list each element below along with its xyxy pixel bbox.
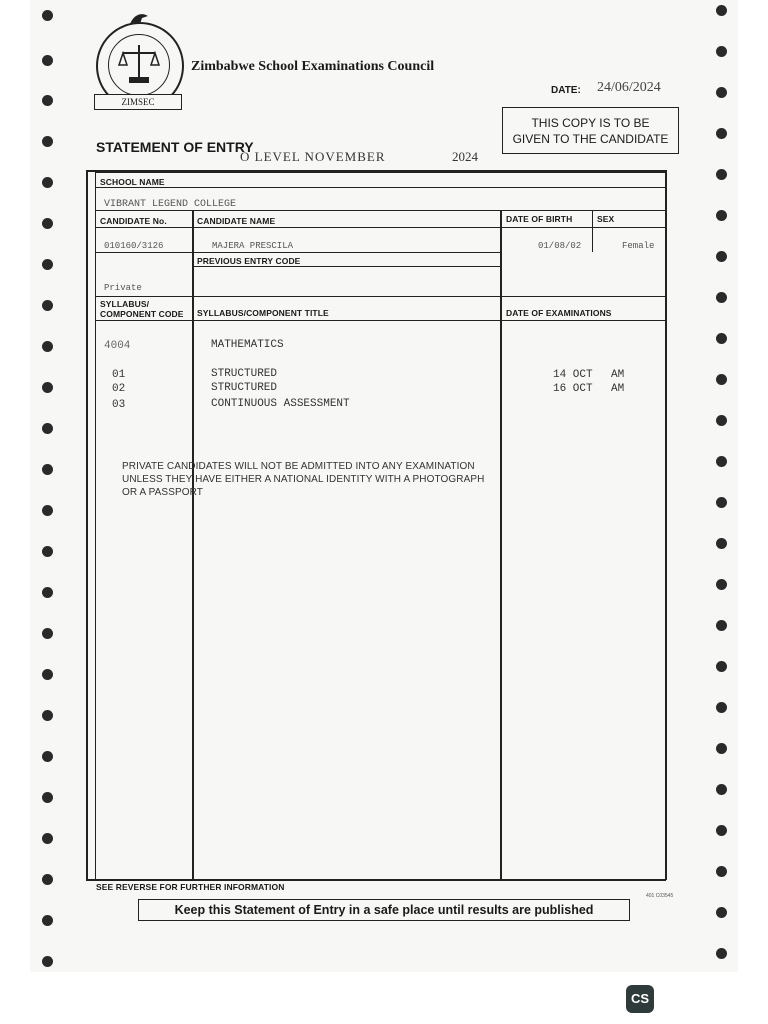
candidate-name-value: MAJERA PRESCILA (212, 241, 294, 251)
binder-hole-icon (716, 620, 727, 631)
row-divider (95, 187, 665, 188)
binder-hole-icon (716, 128, 727, 139)
binder-hole-icon (716, 579, 727, 590)
copy-notice-line: THIS COPY IS TO BE (531, 115, 650, 130)
row-divider (192, 266, 500, 267)
form-border (665, 170, 667, 880)
private-candidate-notice (122, 460, 484, 499)
binder-hole-icon (716, 169, 727, 180)
binder-hole-icon (42, 587, 53, 598)
binder-hole-icon (42, 177, 53, 188)
binder-hole-icon (42, 95, 53, 106)
exam-year: 2024 (452, 149, 478, 164)
binder-hole-icon (716, 948, 727, 959)
date-label: DATE: (551, 85, 581, 96)
row-divider (95, 227, 665, 228)
candidate-name-label: CANDIDATE NAME (197, 216, 276, 226)
previous-entry-label: PREVIOUS ENTRY CODE (197, 256, 301, 266)
binder-hole-icon (716, 538, 727, 549)
binder-hole-icon (42, 915, 53, 926)
binder-hole-icon (716, 415, 727, 426)
binder-hole-icon (716, 333, 727, 344)
binder-hole-icon (716, 210, 727, 221)
camscanner-badge-icon: CS (626, 985, 654, 1013)
binder-hole-icon (42, 55, 53, 66)
candidate-no-value: 010160/3126 (104, 241, 164, 251)
binder-hole-icon (42, 833, 53, 844)
binder-hole-icon (42, 423, 53, 434)
council-name: Zimbabwe School Examinations Council (191, 59, 435, 74)
column-divider (500, 210, 502, 879)
row-divider (95, 252, 500, 253)
school-name-value: VIBRANT LEGEND COLLEGE (104, 199, 237, 210)
candidate-copy-notice (502, 107, 679, 154)
binder-hole-icon (716, 825, 727, 836)
binder-hole-icon (42, 874, 53, 885)
binder-hole-icon (42, 10, 53, 21)
copy-notice-line: GIVEN TO THE CANDIDATE (512, 131, 669, 146)
form-number: 401 C03545 (646, 893, 674, 899)
column-divider (592, 210, 593, 252)
entry-code: 03 (112, 399, 126, 411)
binder-hole-icon (716, 456, 727, 467)
entry-title: STRUCTURED (211, 368, 278, 380)
sex-value: Female (622, 241, 655, 251)
seal-inner-ring (108, 34, 170, 96)
binder-hole-icon (42, 956, 53, 967)
sex-label: SEX (597, 214, 615, 224)
candidate-type-value: Private (104, 283, 142, 293)
binder-hole-icon (42, 300, 53, 311)
row-divider (95, 320, 665, 321)
binder-hole-icon (42, 505, 53, 516)
binder-hole-icon (42, 341, 53, 352)
entry-time: AM (611, 369, 625, 381)
keep-safe-notice: Keep this Statement of Entry in a safe place until results are published (138, 899, 630, 921)
binder-hole-icon (716, 87, 727, 98)
binder-hole-icon (716, 866, 727, 877)
binder-hole-icon (42, 628, 53, 639)
row-divider (95, 172, 665, 173)
bird-emblem-icon (128, 10, 150, 26)
candidate-no-label: CANDIDATE No. (100, 216, 167, 226)
form-border (86, 879, 666, 881)
page-title: STATEMENT OF ENTRY (96, 139, 254, 155)
binder-hole-icon (716, 374, 727, 385)
binder-hole-icon (42, 710, 53, 721)
syllabus-title-label: SYLLABUS/COMPONENT TITLE (197, 308, 329, 318)
entry-title: CONTINUOUS ASSESSMENT (211, 398, 350, 410)
binder-hole-icon (42, 382, 53, 393)
binder-hole-icon (716, 5, 727, 16)
entry-code: 01 (112, 369, 126, 381)
column-divider (192, 210, 194, 879)
syllabus-code-label-line: COMPONENT CODE (100, 309, 184, 319)
row-divider (95, 296, 665, 297)
binder-hole-icon (716, 743, 727, 754)
binder-hole-icon (716, 292, 727, 303)
dob-label: DATE OF BIRTH (506, 214, 573, 224)
entry-time: AM (611, 383, 625, 395)
form-border (86, 170, 88, 880)
binder-hole-icon (42, 792, 53, 803)
exam-date-label: DATE OF EXAMINATIONS (506, 308, 612, 318)
scales-of-justice-icon (109, 35, 169, 95)
syllabus-code-label (100, 299, 184, 319)
entry-code: 02 (112, 383, 126, 395)
binder-hole-icon (42, 464, 53, 475)
binder-hole-icon (42, 218, 53, 229)
logo-ribbon: ZIMSEC (94, 94, 182, 110)
entry-date: 14 OCT (553, 369, 593, 381)
notice-line: UNLESS THEY HAVE EITHER A NATIONAL IDENTITY WITH A PHOTOGRAPH (122, 474, 485, 485)
exam-session: O LEVEL NOVEMBER (240, 149, 386, 164)
binder-hole-icon (42, 136, 53, 147)
binder-hole-icon (42, 751, 53, 762)
dob-value: 01/08/02 (538, 241, 582, 251)
entry-title: MATHEMATICS (211, 339, 284, 351)
binder-hole-icon (42, 546, 53, 557)
binder-hole-icon (716, 46, 727, 57)
binder-hole-icon (42, 669, 53, 680)
binder-hole-icon (716, 497, 727, 508)
see-reverse-note: SEE REVERSE FOR FURTHER INFORMATION (96, 882, 285, 892)
notice-line: OR A PASSPORT (122, 487, 203, 498)
binder-hole-icon (716, 661, 727, 672)
row-divider (95, 210, 665, 211)
school-name-label: SCHOOL NAME (100, 177, 165, 187)
entry-date: 16 OCT (553, 383, 593, 395)
binder-hole-icon (716, 251, 727, 262)
binder-hole-icon (42, 259, 53, 270)
syllabus-code-label-line: SYLLABUS/ (100, 299, 150, 309)
entry-title: STRUCTURED (211, 382, 278, 394)
binder-hole-icon (716, 784, 727, 795)
binder-hole-icon (716, 702, 727, 713)
notice-line: PRIVATE CANDIDATES WILL NOT BE ADMITTED INTO ANY EXAMINATION (122, 461, 475, 472)
date-value: 24/06/2024 (597, 80, 661, 95)
entry-code: 4004 (104, 340, 131, 352)
binder-hole-icon (716, 907, 727, 918)
left-border (95, 172, 96, 879)
